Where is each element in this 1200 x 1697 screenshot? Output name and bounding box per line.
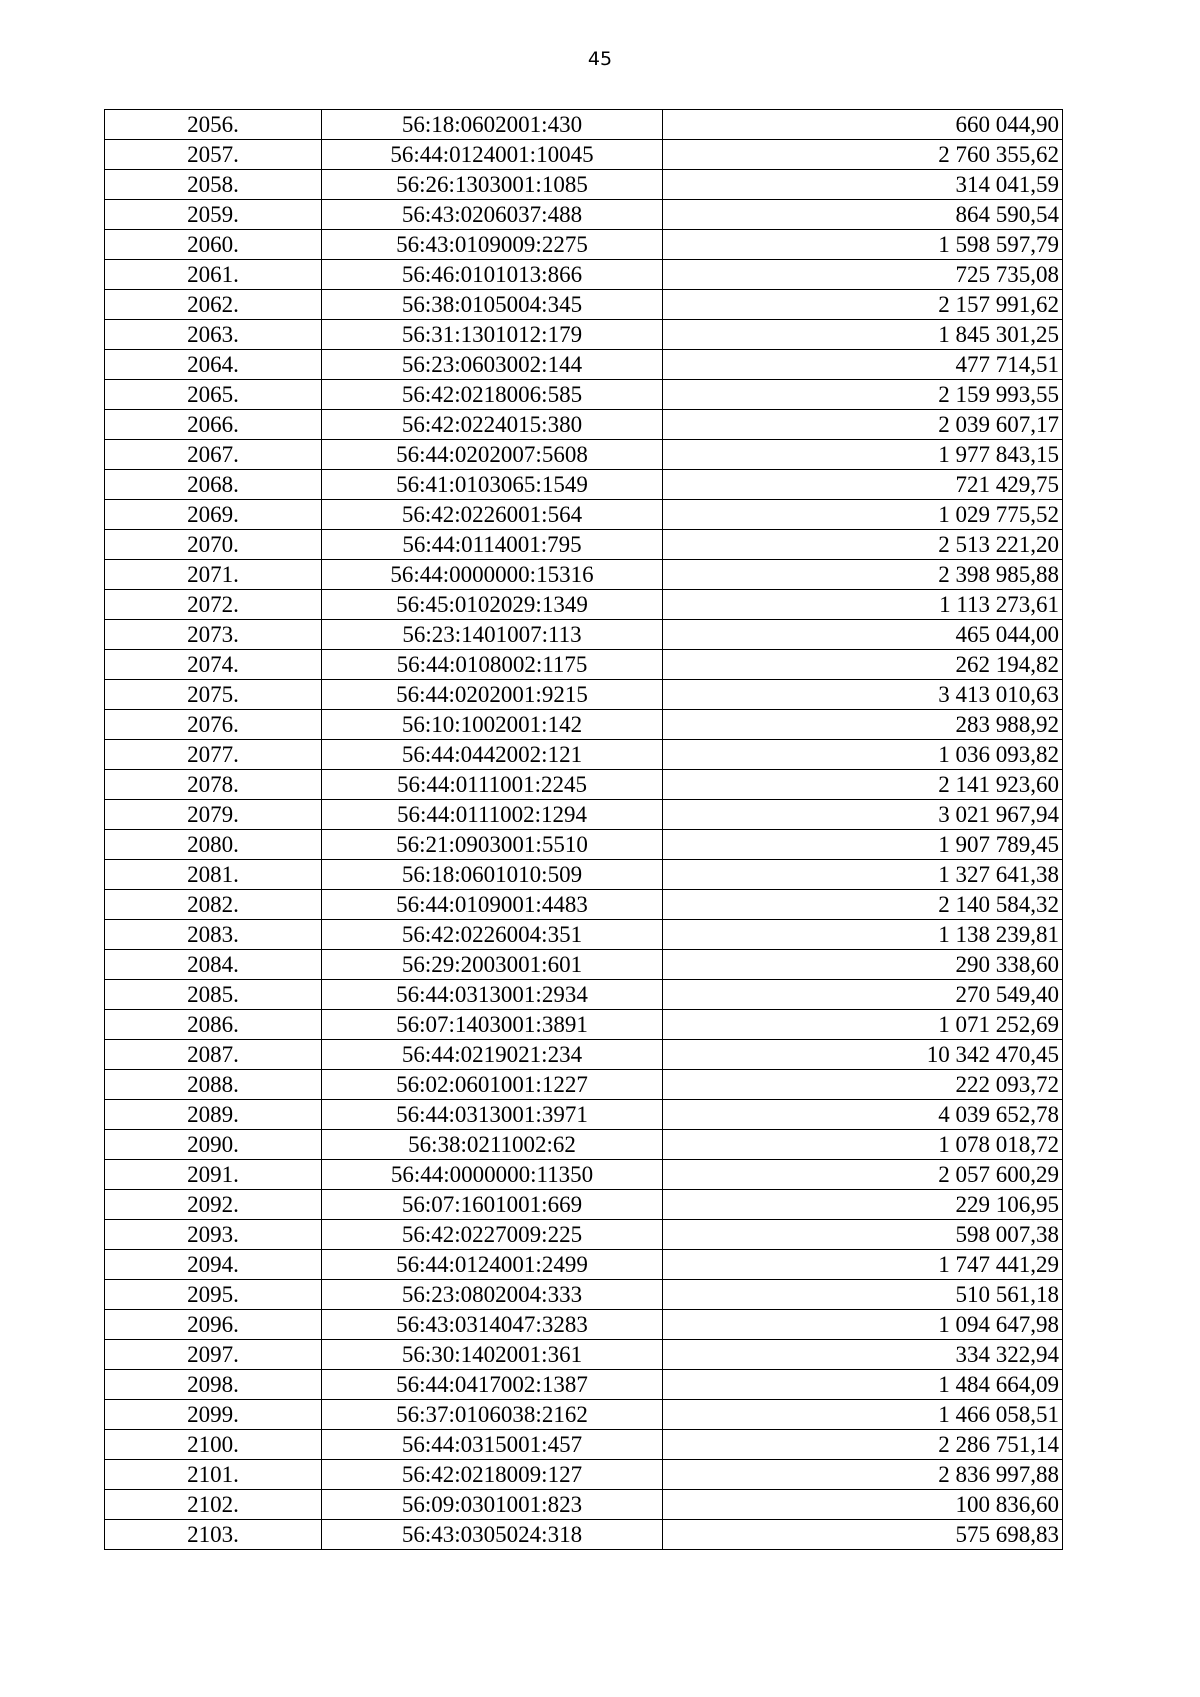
cadastral-number-cell: 56:21:0903001:5510 (322, 830, 663, 860)
cadastral-number-cell: 56:23:0802004:333 (322, 1280, 663, 1310)
cadastral-value-cell: 1 598 597,79 (663, 230, 1063, 260)
cadastral-value-cell: 2 398 985,88 (663, 560, 1063, 590)
table-row (105, 560, 1063, 590)
table-row (105, 1460, 1063, 1490)
table-row (105, 1310, 1063, 1340)
table-row (105, 770, 1063, 800)
table-row (105, 1160, 1063, 1190)
row-number-cell: 2081. (105, 860, 322, 890)
cadastral-number-cell: 56:44:0417002:1387 (322, 1370, 663, 1400)
cadastral-number-cell: 56:44:0114001:795 (322, 530, 663, 560)
cadastral-number-cell: 56:38:0211002:62 (322, 1130, 663, 1160)
cadastral-value-cell: 2 157 991,62 (663, 290, 1063, 320)
row-number-cell: 2065. (105, 380, 322, 410)
row-number-cell: 2090. (105, 1130, 322, 1160)
cadastral-value-cell: 477 714,51 (663, 350, 1063, 380)
row-number-cell: 2095. (105, 1280, 322, 1310)
cadastral-number-cell: 56:44:0111001:2245 (322, 770, 663, 800)
table-row (105, 1340, 1063, 1370)
cadastral-value-cell: 1 113 273,61 (663, 590, 1063, 620)
row-number-cell: 2075. (105, 680, 322, 710)
cadastral-number-cell: 56:02:0601001:1227 (322, 1070, 663, 1100)
cadastral-number-cell: 56:23:0603002:144 (322, 350, 663, 380)
row-number-cell: 2082. (105, 890, 322, 920)
cadastral-number-cell: 56:44:0124001:10045 (322, 140, 663, 170)
cadastral-value-cell: 1 094 647,98 (663, 1310, 1063, 1340)
cadastral-value-cell: 864 590,54 (663, 200, 1063, 230)
table-row (105, 1490, 1063, 1520)
cadastral-value-cell: 283 988,92 (663, 710, 1063, 740)
cadastral-number-cell: 56:44:0315001:457 (322, 1430, 663, 1460)
cadastral-number-cell: 56:42:0226001:564 (322, 500, 663, 530)
table-row (105, 320, 1063, 350)
cadastral-value-cell: 2 039 607,17 (663, 410, 1063, 440)
table-row (105, 260, 1063, 290)
row-number-cell: 2057. (105, 140, 322, 170)
row-number-cell: 2089. (105, 1100, 322, 1130)
cadastral-value-cell: 1 466 058,51 (663, 1400, 1063, 1430)
row-number-cell: 2059. (105, 200, 322, 230)
cadastral-value-cell: 575 698,83 (663, 1520, 1063, 1550)
table-row (105, 200, 1063, 230)
table-row (105, 950, 1063, 980)
cadastral-number-cell: 56:42:0227009:225 (322, 1220, 663, 1250)
cadastral-value-cell: 2 141 923,60 (663, 770, 1063, 800)
cadastral-number-cell: 56:45:0102029:1349 (322, 590, 663, 620)
cadastral-value-cell: 598 007,38 (663, 1220, 1063, 1250)
row-number-cell: 2061. (105, 260, 322, 290)
row-number-cell: 2064. (105, 350, 322, 380)
table-row (105, 740, 1063, 770)
table-row (105, 1220, 1063, 1250)
table-row (105, 1190, 1063, 1220)
cadastral-number-cell: 56:31:1301012:179 (322, 320, 663, 350)
cadastral-number-cell: 56:23:1401007:113 (322, 620, 663, 650)
cadastral-number-cell: 56:44:0000000:15316 (322, 560, 663, 590)
cadastral-number-cell: 56:44:0442002:121 (322, 740, 663, 770)
row-number-cell: 2062. (105, 290, 322, 320)
cadastral-value-cell: 725 735,08 (663, 260, 1063, 290)
table-row (105, 1070, 1063, 1100)
row-number-cell: 2084. (105, 950, 322, 980)
cadastral-value-cell: 721 429,75 (663, 470, 1063, 500)
cadastral-value-cell: 229 106,95 (663, 1190, 1063, 1220)
cadastral-value-cell: 1 845 301,25 (663, 320, 1063, 350)
cadastral-number-cell: 56:43:0305024:318 (322, 1520, 663, 1550)
row-number-cell: 2070. (105, 530, 322, 560)
table-row (105, 800, 1063, 830)
cadastral-value-cell: 2 760 355,62 (663, 140, 1063, 170)
cadastral-number-cell: 56:44:0108002:1175 (322, 650, 663, 680)
row-number-cell: 2074. (105, 650, 322, 680)
cadastral-value-cell: 222 093,72 (663, 1070, 1063, 1100)
table-row (105, 230, 1063, 260)
table-row (105, 110, 1063, 140)
table-row (105, 1280, 1063, 1310)
table-body (105, 110, 1063, 1550)
cadastral-value-cell: 1 138 239,81 (663, 920, 1063, 950)
cadastral-value-cell: 660 044,90 (663, 110, 1063, 140)
row-number-cell: 2071. (105, 560, 322, 590)
table-row (105, 470, 1063, 500)
cadastral-number-cell: 56:10:1002001:142 (322, 710, 663, 740)
cadastral-number-cell: 56:07:1601001:669 (322, 1190, 663, 1220)
table-row (105, 410, 1063, 440)
cadastral-number-cell: 56:42:0218006:585 (322, 380, 663, 410)
table-row (105, 170, 1063, 200)
cadastral-number-cell: 56:42:0224015:380 (322, 410, 663, 440)
cadastral-value-cell: 2 286 751,14 (663, 1430, 1063, 1460)
table-row (105, 860, 1063, 890)
row-number-cell: 2068. (105, 470, 322, 500)
table-row (105, 1010, 1063, 1040)
cadastral-value-cell: 1 484 664,09 (663, 1370, 1063, 1400)
row-number-cell: 2099. (105, 1400, 322, 1430)
table-row (105, 1100, 1063, 1130)
table-row (105, 920, 1063, 950)
row-number-cell: 2083. (105, 920, 322, 950)
table-row (105, 980, 1063, 1010)
table-row (105, 680, 1063, 710)
row-number-cell: 2087. (105, 1040, 322, 1070)
cadastral-number-cell: 56:26:1303001:1085 (322, 170, 663, 200)
row-number-cell: 2069. (105, 500, 322, 530)
cadastral-value-cell: 1 907 789,45 (663, 830, 1063, 860)
row-number-cell: 2067. (105, 440, 322, 470)
cadastral-number-cell: 56:18:0602001:430 (322, 110, 663, 140)
cadastral-value-cell: 2 057 600,29 (663, 1160, 1063, 1190)
row-number-cell: 2088. (105, 1070, 322, 1100)
cadastral-value-cell: 1 327 641,38 (663, 860, 1063, 890)
cadastral-value-cell: 1 071 252,69 (663, 1010, 1063, 1040)
cadastral-value-cell: 1 036 093,82 (663, 740, 1063, 770)
cadastral-value-cell: 1 029 775,52 (663, 500, 1063, 530)
cadastral-value-cell: 465 044,00 (663, 620, 1063, 650)
row-number-cell: 2092. (105, 1190, 322, 1220)
cadastral-number-cell: 56:44:0313001:3971 (322, 1100, 663, 1130)
cadastral-number-cell: 56:37:0106038:2162 (322, 1400, 663, 1430)
row-number-cell: 2098. (105, 1370, 322, 1400)
table-row (105, 830, 1063, 860)
row-number-cell: 2060. (105, 230, 322, 260)
cadastral-number-cell: 56:41:0103065:1549 (322, 470, 663, 500)
table-row (105, 1430, 1063, 1460)
cadastral-value-cell: 262 194,82 (663, 650, 1063, 680)
row-number-cell: 2058. (105, 170, 322, 200)
table-row (105, 710, 1063, 740)
cadastral-number-cell: 56:38:0105004:345 (322, 290, 663, 320)
table-row (105, 500, 1063, 530)
cadastral-number-cell: 56:18:0601010:509 (322, 860, 663, 890)
cadastral-value-cell: 334 322,94 (663, 1340, 1063, 1370)
cadastral-number-cell: 56:29:2003001:601 (322, 950, 663, 980)
table-row (105, 1370, 1063, 1400)
cadastral-number-cell: 56:09:0301001:823 (322, 1490, 663, 1520)
cadastral-number-cell: 56:42:0226004:351 (322, 920, 663, 950)
table-row (105, 1400, 1063, 1430)
table-row (105, 1130, 1063, 1160)
row-number-cell: 2086. (105, 1010, 322, 1040)
row-number-cell: 2076. (105, 710, 322, 740)
table-row (105, 590, 1063, 620)
table-row (105, 1250, 1063, 1280)
cadastral-number-cell: 56:46:0101013:866 (322, 260, 663, 290)
cadastral-number-cell: 56:44:0313001:2934 (322, 980, 663, 1010)
row-number-cell: 2072. (105, 590, 322, 620)
cadastral-number-cell: 56:44:0202001:9215 (322, 680, 663, 710)
row-number-cell: 2073. (105, 620, 322, 650)
row-number-cell: 2063. (105, 320, 322, 350)
cadastral-value-cell: 100 836,60 (663, 1490, 1063, 1520)
cadastral-value-cell: 290 338,60 (663, 950, 1063, 980)
cadastral-value-cell: 510 561,18 (663, 1280, 1063, 1310)
cadastral-value-cell: 4 039 652,78 (663, 1100, 1063, 1130)
cadastral-number-cell: 56:07:1403001:3891 (322, 1010, 663, 1040)
cadastral-number-cell: 56:44:0219021:234 (322, 1040, 663, 1070)
cadastral-number-cell: 56:44:0000000:11350 (322, 1160, 663, 1190)
cadastral-number-cell: 56:44:0109001:4483 (322, 890, 663, 920)
cadastral-number-cell: 56:42:0218009:127 (322, 1460, 663, 1490)
row-number-cell: 2094. (105, 1250, 322, 1280)
table-row (105, 380, 1063, 410)
cadastral-value-table (104, 109, 1063, 1550)
table-row (105, 620, 1063, 650)
table-row (105, 650, 1063, 680)
cadastral-number-cell: 56:44:0124001:2499 (322, 1250, 663, 1280)
row-number-cell: 2091. (105, 1160, 322, 1190)
cadastral-number-cell: 56:44:0202007:5608 (322, 440, 663, 470)
cadastral-number-cell: 56:43:0109009:2275 (322, 230, 663, 260)
row-number-cell: 2096. (105, 1310, 322, 1340)
row-number-cell: 2077. (105, 740, 322, 770)
table-row (105, 440, 1063, 470)
row-number-cell: 2103. (105, 1520, 322, 1550)
row-number-cell: 2078. (105, 770, 322, 800)
cadastral-number-cell: 56:44:0111002:1294 (322, 800, 663, 830)
table-row (105, 140, 1063, 170)
table-row (105, 530, 1063, 560)
row-number-cell: 2100. (105, 1430, 322, 1460)
cadastral-value-cell: 314 041,59 (663, 170, 1063, 200)
table-row (105, 1520, 1063, 1550)
row-number-cell: 2102. (105, 1490, 322, 1520)
table-row (105, 350, 1063, 380)
cadastral-value-cell: 10 342 470,45 (663, 1040, 1063, 1070)
cadastral-value-cell: 270 549,40 (663, 980, 1063, 1010)
table-row (105, 890, 1063, 920)
cadastral-number-cell: 56:30:1402001:361 (322, 1340, 663, 1370)
row-number-cell: 2079. (105, 800, 322, 830)
cadastral-value-cell: 1 078 018,72 (663, 1130, 1063, 1160)
row-number-cell: 2101. (105, 1460, 322, 1490)
cadastral-value-cell: 1 977 843,15 (663, 440, 1063, 470)
page-number: 45 (587, 48, 613, 70)
cadastral-value-cell: 2 140 584,32 (663, 890, 1063, 920)
cadastral-value-cell: 2 159 993,55 (663, 380, 1063, 410)
row-number-cell: 2085. (105, 980, 322, 1010)
row-number-cell: 2097. (105, 1340, 322, 1370)
cadastral-value-cell: 2 513 221,20 (663, 530, 1063, 560)
row-number-cell: 2093. (105, 1220, 322, 1250)
cadastral-value-cell: 2 836 997,88 (663, 1460, 1063, 1490)
cadastral-number-cell: 56:43:0206037:488 (322, 200, 663, 230)
cadastral-value-cell: 3 413 010,63 (663, 680, 1063, 710)
cadastral-value-cell: 1 747 441,29 (663, 1250, 1063, 1280)
cadastral-value-cell: 3 021 967,94 (663, 800, 1063, 830)
cadastral-number-cell: 56:43:0314047:3283 (322, 1310, 663, 1340)
table-row (105, 1040, 1063, 1070)
row-number-cell: 2066. (105, 410, 322, 440)
row-number-cell: 2080. (105, 830, 322, 860)
row-number-cell: 2056. (105, 110, 322, 140)
table-row (105, 290, 1063, 320)
